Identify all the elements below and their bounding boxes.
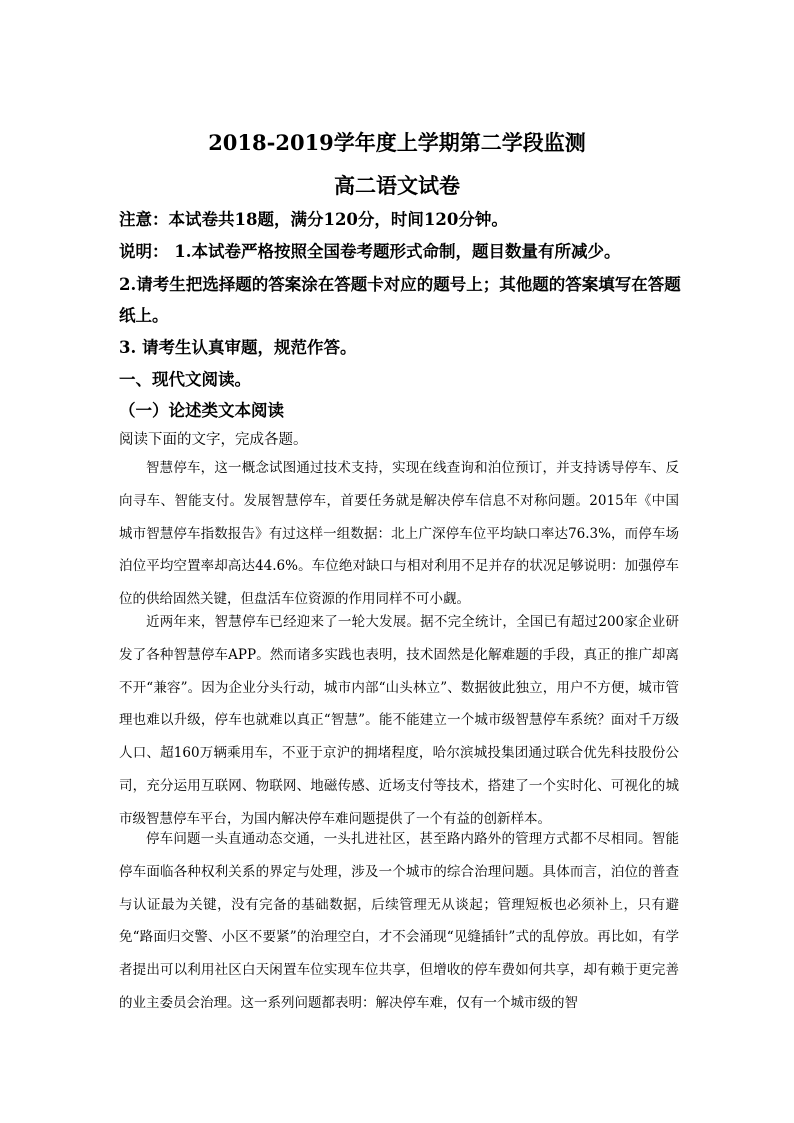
paragraph-2: 近两年来，智慧停车已经迎来了一轮大发展。据不完全统计，全国已有超过200家企业研发了各种智慧停车APP。然而诸多实践也表明，技术固然是化解难题的手段，真正的推广却离不开“兼容”。因为企业分头行动，城市内部“山头林立”、数据彼此独立，用户不方便，城市管理也难以升级，停车也就难以真正“智慧”。能不能建立一个城市级智慧停车系统？面对千万级人口、超160万辆乘用车，不亚于京沪的拥堵程度，哈尔滨城投集团通过联合优先科技股份公司，充分运用互联网、物联网、地磁传感、近场支付等技术，搭建了一个实时化、可视化的城市级智慧停车平台，为国内解决停车难问题提供了一个有益的创新样本。 [119, 614, 679, 827]
section-subheading: （一）论述类文本阅读 [119, 401, 284, 420]
instruction-line-3: 3. 请考生认真审题，规范作答。 [119, 338, 357, 357]
instruction-line-2b: 纸上。 [119, 306, 169, 325]
exam-subtitle: 高二语文试卷 [334, 173, 460, 198]
reading-instruction: 阅读下面的文字，完成各题。 [119, 432, 308, 448]
paragraph-3: 停车问题一头直通动态交通，一头扎进社区，甚至路内路外的管理方式都不尽相同。智能停车面临各种权利关系的界定与处理，涉及一个城市的综合治理问题。具体而言，泊位的普查与认证最为关键，没有完备的基础数据，后续管理无从谈起；管理短板也必须补上，只有避免“路面归交警、小区不要紧”的治理空白，才不会涌现“见缝插针”式的乱停放。再比如，有学者提出可以利用社区白天闲置车位实现车位共享，但增收的停车费如何共享，却有赖于更完善的业主委员会治理。这一系列问题都表明：解决停车难，仅有一个城市级的智 [119, 831, 679, 1011]
paragraph-1: 智慧停车，这一概念试图通过技术支持，实现在线查询和泊位预订，并支持诱导停车、反向寻车、智能支付。发展智慧停车，首要任务就是解决停车信息不对称问题。2015年《中国城市智慧停车指数报告》有过这样一组数据：北上广深停车位平均缺口率达76.3%，而停车场泊位平均空置率却高达44.6%。车位绝对缺口与相对利用不足并存的状况足够说明：加强停车位的供给固然关键，但盘活车位资源的作用同样不可小觑。 [119, 460, 679, 608]
attention-note: 注意：本试卷共18题，满分120分，时间120分钟。 [119, 210, 508, 229]
section-heading: 一、现代文阅读。 [119, 370, 251, 389]
instruction-line-2a: 2.请考生把选择题的答案涂在答题卡对应的题号上；其他题的答案填写在答题 [119, 275, 681, 294]
exam-title: 2018-2019学年度上学期第二学段监测 [208, 130, 586, 155]
explain-note: 说明： 1.本试卷严格按照全国卷考题形式命制，题目数量有所减少。 [119, 242, 621, 261]
